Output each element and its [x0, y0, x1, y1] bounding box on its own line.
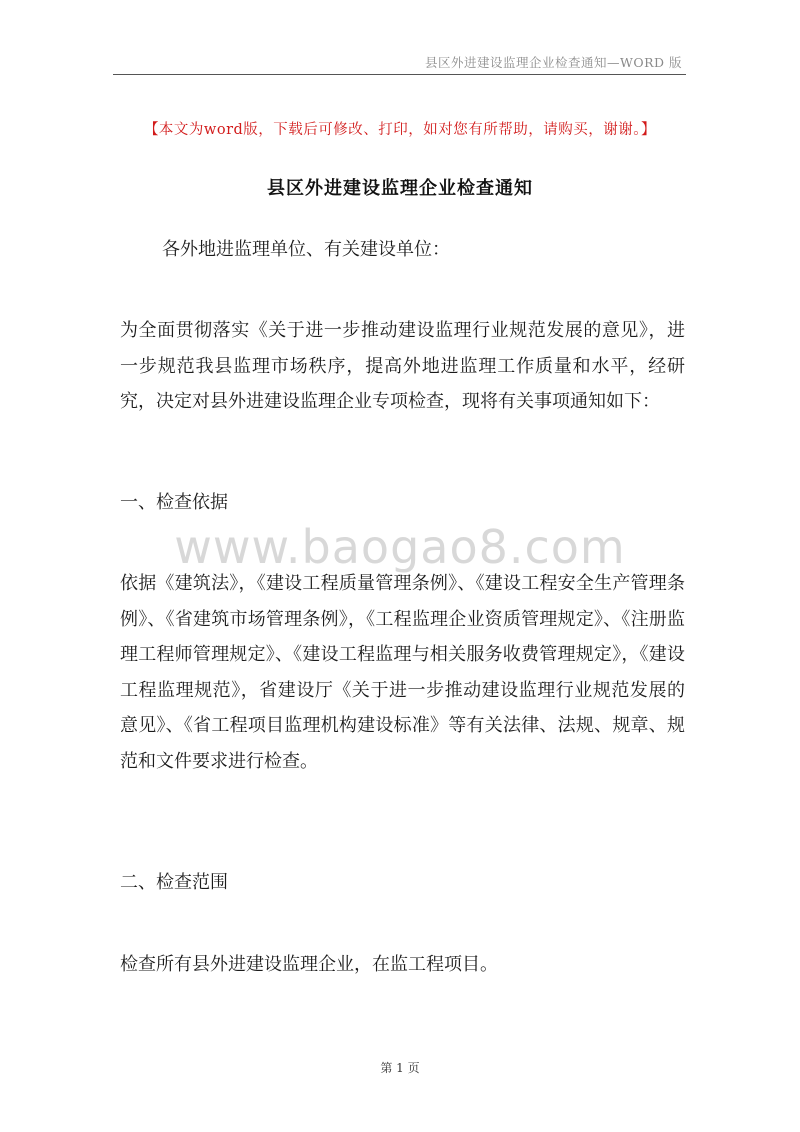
running-header: 县区外进建设监理企业检查通知—WORD 版	[424, 55, 682, 70]
section-body-scope: 检查所有县外进建设监理企业，在监工程项目。	[120, 954, 498, 975]
header-divider	[113, 74, 686, 75]
section-body-basis: 依据《建筑法》，《建设工程质量管理条例》、《建设工程安全生产管理条例》、《省建筑市场管理条例》，《工程监理企业资质管理规定》、《注册监理工程师管理规定》、《建设工程监理与相关服务收费管理规定》，《建设工程监理规范》，省建设厅《关于进一步推动建设监理行业规范发展的意见》、《省工程项目监理机构建设标准》等有关法律、法规、规章、规范和文件要求进行检查。	[120, 573, 685, 772]
intro-paragraph: 为全面贯彻落实《关于进一步推动建设监理行业规范发展的意见》，进一步规范我县监理市场秩序，提高外地进监理工作质量和水平，经研究，决定对县外进建设监理企业专项检查，现将有关事项通知如下：	[120, 320, 685, 412]
page-number: 第 1 页	[380, 1061, 420, 1075]
section-heading-scope: 二、检查范围	[120, 872, 228, 893]
document-title: 县区外进建设监理企业检查通知	[267, 178, 533, 199]
salutation: 各外地进监理单位、有关建设单位：	[162, 239, 450, 260]
section-heading-basis: 一、检查依据	[120, 492, 228, 513]
watermark: www.baogao8.com	[174, 520, 626, 574]
purchase-notice: 【本文为word版，下载后可修改、打印，如对您有所帮助，请购买，谢谢。】	[143, 122, 657, 138]
